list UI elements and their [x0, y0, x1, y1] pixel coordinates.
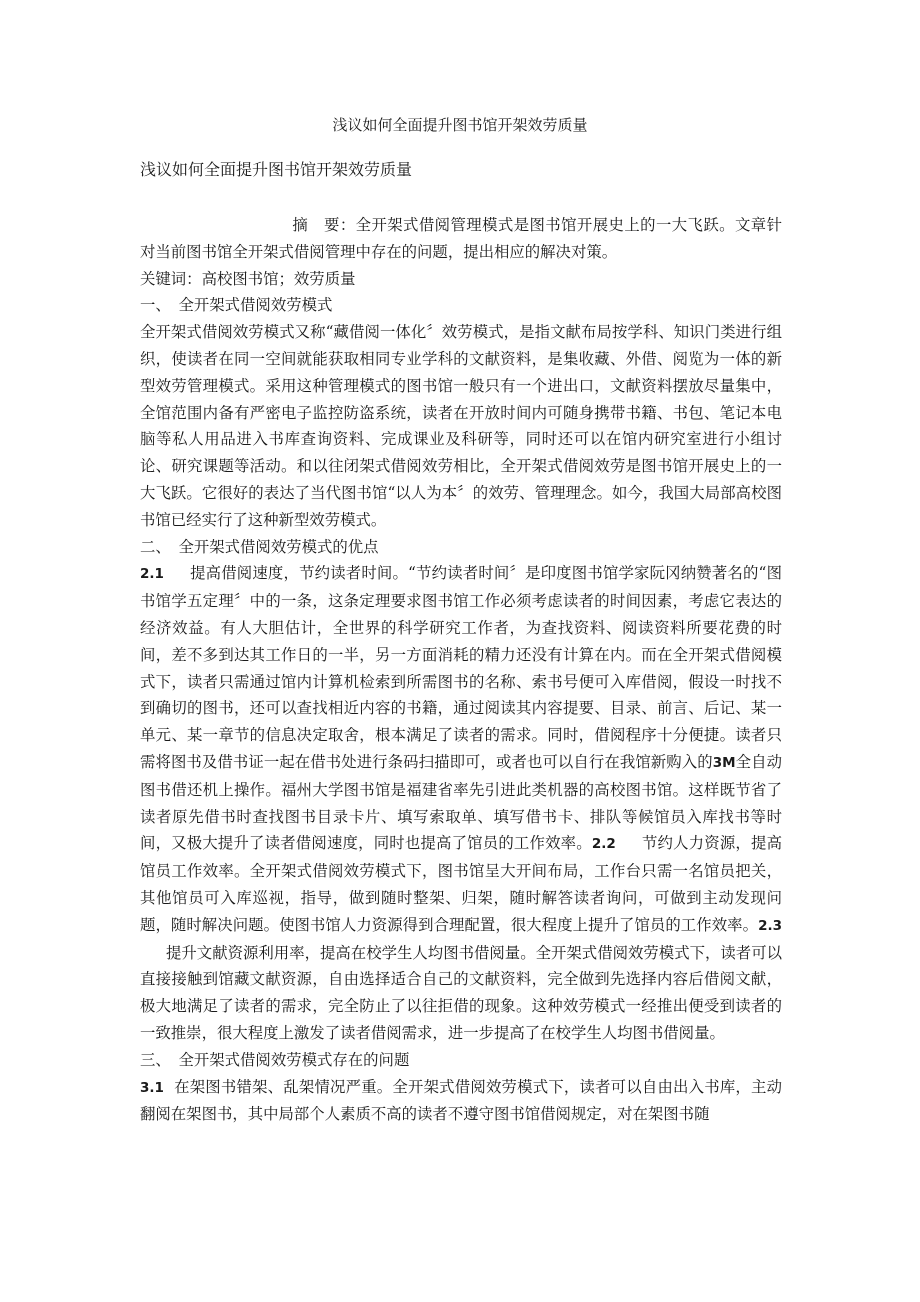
section-2-1-text-b: 全自动图书借还机上操作。福州大学图书馆是福建省率先引进此类机器的高校图书馆。这样既节省了读者原先借书时查找图书目录卡片、填写索取单、填写借书卡、排队等候馆员入库找书等时间，又极大提升了读者借阅速度，同时也提高了馆员的工作效率。 — [140, 752, 782, 853]
document-body — [140, 212, 782, 1128]
section-2-3-text: 提升文献资源利用率，提高在校学生人均图书借阅量。全开架式借阅效劳模式下，读者可以直接接触到馆藏文献资源，自由选择适合自己的文献资料，完全做到先选择内容后借阅文献，极大地满足了读者的需求，完全防止了以往拒借的现象。这种效劳模式一经推出便受到读者的一致推崇，很大程度上激发了读者借阅需求，进一步提高了在校学生人均图书借阅量。 — [140, 943, 782, 1042]
section-2-3-number: 2.3 — [758, 917, 782, 934]
section-3-1-number: 3.1 — [140, 1079, 164, 1096]
section-2-body — [140, 560, 782, 1046]
abstract-label: 摘 要： — [292, 216, 356, 234]
header-title: 浅议如何全面提升图书馆开架效劳质量 — [332, 116, 588, 134]
section-3-1-text: 在架图书错架、乱架情况严重。全开架式借阅效劳模式下，读者可以自由出入书库，主动翻阅在架图书，其中局部个人素质不高的读者不遵守图书馆借阅规定，对在架图书随 — [140, 1077, 782, 1124]
section-1-body: 全开架式借阅效劳模式又称“藏借阅一体化〞效劳模式，是指文献布局按学科、知识门类进行组织，使读者在同一空间就能获取相同专业学科的文献资料，是集收藏、外借、阅览为一体的新型效劳管理模式。采用这种管理模式的图书馆一般只有一个进出口，文献资料摆放尽量集中，全馆范围内备有严密电子监控防盗系统，读者在开放时间内可随身携带书籍、书包、笔记本电脑等私人用品进入书库查询资料、完成课业及科研等，同时还可以在馆内研究室进行小组讨论、研究课题等活动。和以往闭架式借阅效劳相比，全开架式借阅效劳是图书馆开展史上的一大飞跃。它很好的表达了当代图书馆“以人为本〞的效劳、管理理念。如今，我国大局部高校图书馆已经实行了这种新型效劳模式。 — [140, 323, 782, 529]
section-2-1-3m: 3M — [712, 754, 736, 771]
section-2-heading: 二、 全开架式借阅效劳模式的优点 — [140, 537, 379, 556]
section-2-1-text-a: 提高借阅速度，节约读者时间。“节约读者时间〞是印度图书馆学家阮冈纳赞著名的“图书馆学五定理〞中的一条，这条定理要求图书馆工作必须考虑读者的时间因素，考虑它表达的经济效益。有人大胆估计，全世界的科学研究工作者，为查找资料、阅读资料所要花费的时间，差不多到达其工作日的一半，另一方面消耗的精力还没有计算在内。而在全开架式借阅模式下，读者只需通过馆内计算机检索到所需图书的名称、索书号便可入库借阅，假设一时找不到确切的图书，还可以查找相近内容的书籍，通过阅读其内容提要、目录、前言、后记、某一单元、某一章节的信息决定取舍，根本满足了读者的需求。同时，借阅程序十分便捷。读者只需将图书及借书证一起在借书处进行条码扫描即可，或者也可以自行在我馆新购入的 — [140, 564, 782, 771]
section-3-body — [140, 1074, 782, 1129]
section-2-2-number: 2.2 — [591, 836, 616, 853]
section-2-2-text: 节约人力资源，提高馆员工作效率。全开架式借阅效劳模式下，图书馆呈大开间布局，工作台只需一名馆员把关，其他馆员可入库巡视，指导，做到随时整架、归架，随时解答读者询问，可做到主动发现问题，随时解决问题。使图书馆人力资源得到合理配置，很大程度上提升了馆员的工作效率。 — [140, 834, 782, 934]
section-3-heading: 三、 全开架式借阅效劳模式存在的问题 — [140, 1050, 410, 1069]
abstract-text: 全开架式借阅管理模式是图书馆开展史上的一大飞跃。文章针对当前图书馆全开架式借阅管理中存在的问题，提出相应的解决对策。 — [140, 216, 782, 261]
section-2-1-number: 2.1 — [140, 566, 164, 583]
abstract — [140, 212, 782, 266]
section-1-heading: 一、 全开架式借阅效劳模式 — [140, 296, 333, 315]
document-title: 浅议如何全面提升图书馆开架效劳质量 — [140, 160, 413, 179]
keywords: 关键词：高校图书馆；效劳质量 — [140, 269, 356, 288]
